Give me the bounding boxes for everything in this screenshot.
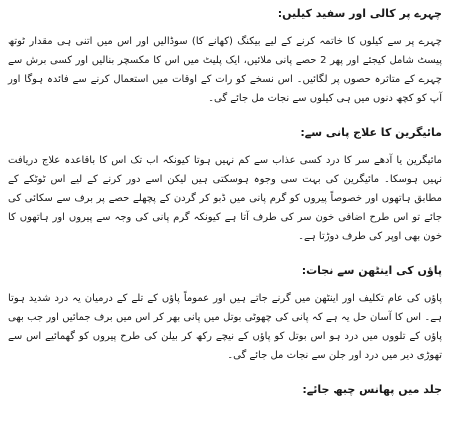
section-migraine: [8, 125, 442, 246]
section-blackheads: [8, 6, 442, 108]
section-heading: پاؤں کی اینٹھن سے نجات:: [301, 264, 442, 277]
section-splinter: [8, 382, 442, 398]
section-heading: چہرے پر کالی اور سفید کیلیں:: [277, 7, 442, 20]
section-paragraph: مائیگرین یا آدھے سر کا درد کسی عذاب سے کم نہیں ہوتا کیونکہ اب تک اس کا باقاعدہ علاج دریافت نہیں ہوسکا۔ مائیگرین کی بہت سی وجوہ ہوسکتی ہیں لیکن اسے دور کرنے کے لیے اس ٹوٹکے کے مطابق ہاتھوں اور خصوصاً پیروں کو گرم پانی میں ڈبو کر گردن کے پچھلے حصے پر برف سے سکائی کی جائے تو اس طرح اضافی خون سر کی طرف آتا ہے کیونکہ گرم پانی کی وجہ سے پیروں اور ہاتھوں کا خون بھی اوپر کی طرف دوڑتا ہے۔: [8, 155, 442, 242]
section-heading: جلد میں پھانس چبھ جائے:: [302, 383, 442, 396]
section-heading: مائیگرین کا علاج پانی سے:: [300, 126, 442, 139]
section-foot-cramp: [8, 263, 442, 365]
section-paragraph: پاؤں کی عام تکلیف اور اینٹھن میں گرنے جاتے ہیں اور عموماً پاؤں کے تلے کے درمیان یہ درد شدید ہوتا ہے۔ اس کا آسان حل یہ ہے کہ پانی کی چھوٹی بوتل میں پانی بھر کر اس میں برف جمائیں اور جب بھی پاؤں کے تلووں میں درد ہو اس بوتل کو پاؤں کے نیچے رکھ کر بیلن کی طرح پیروں کو گھمائیے اس سے تھوڑی دیر میں درد اور جلن سے نجات مل جائے گی۔: [8, 293, 442, 361]
section-paragraph: چہرے پر سے کیلوں کا خاتمہ کرنے کے لیے بیکنگ (کھانے کا) سوڈالیں اور اس میں اتنی ہی مقدار ٹوتھ پیسٹ شامل کیجئے اور پھر 2 حصے پانی ملائیں، ایک پلیٹ میں اس کا مکسچر بنالیں اور کسی برش سے چہرے کے متاثرہ حصوں پر لگائیں۔ اس نسخے کو رات کے اوقات میں استعمال کرنے سے فائدہ ہوگا اور آپ کو کچھ دنوں میں ہی کیلوں سے نجات مل جائے گی۔: [8, 36, 442, 104]
